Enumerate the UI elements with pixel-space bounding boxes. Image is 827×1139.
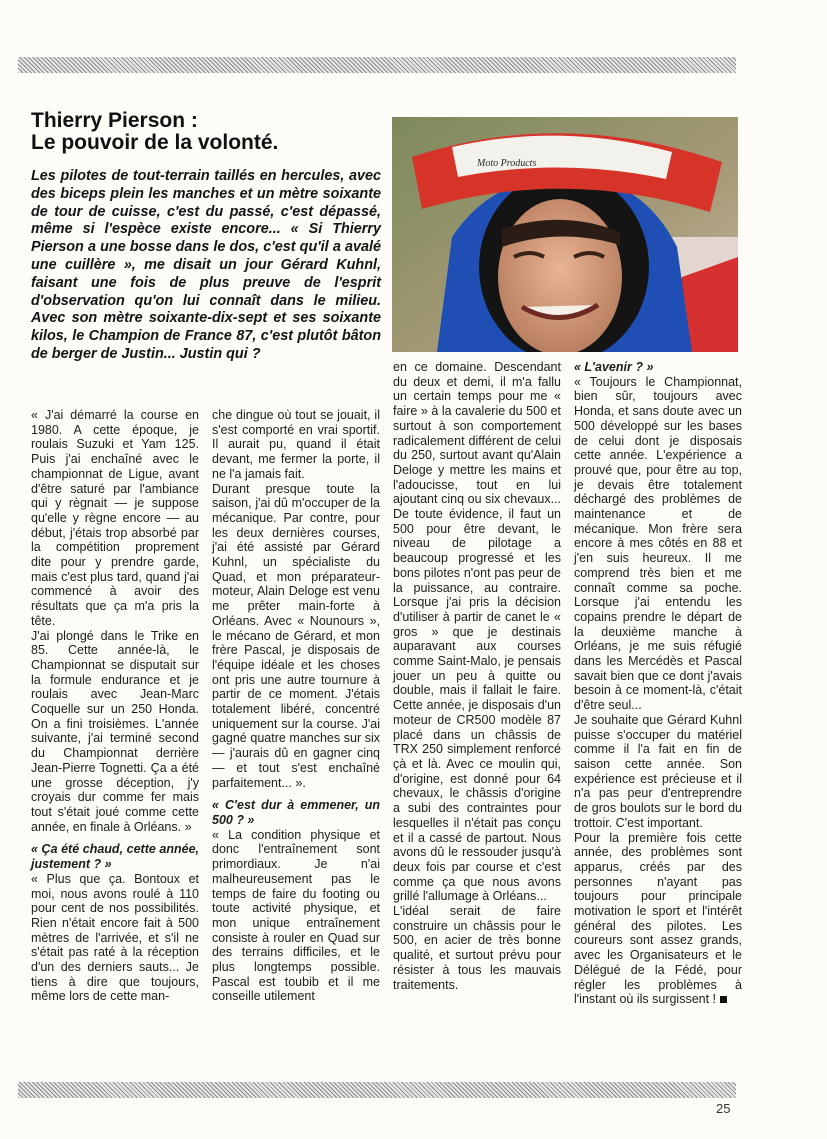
col4-paragraph-2: Je souhaite que Gérard Kuhnl puisse s'occuper du matériel comme il l'a fait en fin de saison cette année. Son expérience est précieuse et il n'a pas peur d'entreprendre de gros boulots sur le bord du trottoir. C'est important. (574, 712, 742, 830)
col3-paragraph-1: en ce domaine. Descendant du deux et demi, il m'a fallu un certain temps pour me « faire » à la cavalerie du 500 et surtout à son comportement radicalement différent de celui du 250, surtout avant qu'Alain Deloge y mettre les mains et l'adoucisse, tout en lui ajoutant cinq ou six chevaux... De toute évidence, il faut un 500 pour être devant, le niveau de pilotage a beaucoup progressé et les bons pilotes n'ont pas peur de la puissance, au contraire. Lorsque j'ai pris la décision d'utiliser à partir de canet le « gros » que je destinais auparavant aux courses comme Saint-Malo, je pensais jouer un peu à quitte ou double, mais il fallait le faire. Cette année, je disposais d'un moteur de CR500 modèle 87 placé dans un châssis de TRX 250 simplement renforcé çà et là. Avec ce moulin qui, d'origine, est donné pour 64 chevaux, le châssis d'origine a subi des contraintes pour lesquelles il n'était pas conçu et il a cassé de partout. Nous avons dû le ressouder jusqu'à deux fois par course et c'est comme ça que nous avons grillé l'allumage à Orléans... (393, 360, 561, 904)
col2-subheading: « C'est dur à emmener, un 500 ? » (212, 798, 380, 827)
column-4 (574, 360, 742, 1007)
intro-paragraph: Les pilotes de tout-terrain taillés en hercules, avec des biceps plein les manches et un mètre soixante de tour de cuisse, c'est du passé, c'est dépassé, même si l'espèce existe encore... « Si Thierry Pierson a une bosse dans le dos, c'est qu'il a avalé une cuillère », me disait un jour Gérard Kuhnl, faisant une fois de plus preuve de l'esprit d'observation qu'on lui connaît dans le milieu. Avec son mètre soixante-dix-sept et ses soixante kilos, le Champion de France 87, c'est plutôt bâton de berger de Justin... Justin qui ? (31, 168, 381, 362)
title-line-1: Thierry Pierson : (31, 109, 198, 132)
col2-paragraph-1: che dingue où tout se jouait, il s'est comporté en vrai sportif. Il aurait pu, quand il était devant, me fermer la porte, il ne l'a jamais fait. (212, 408, 380, 481)
helmet-logo-text: Moto Products (477, 158, 537, 169)
col1-paragraph-3: « Plus que ça. Bontoux et moi, nous avons roulé à 110 pour cent de nos possibilités. Rien n'était encore fait à 500 mètres de l'arrivée, et s'il ne s'était pas raté à la réception d'un des derniers sauts... Je tiens à dire que toujours, même lors de cette man- (31, 871, 199, 1004)
col1-subheading: « Ça été chaud, cette année, justement ? » (31, 842, 199, 872)
rider-helmet-photo (392, 117, 738, 352)
col4-paragraph-3-text: Pour la première fois cette année, des problèmes sont apparus, créés par des personnes n'ayant pas toujours pour principale motivation le sport et l'intérêt général des pilotes. Les coureurs sont assez grands, avec les Organisateurs et le Délégué de la Fédé, pour régler les problèmes à l'instant où ils surgissent ! (574, 830, 742, 1007)
column-2 (212, 408, 380, 1004)
col3-paragraph-2: L'idéal serait de faire construire un châssis pour le 500, en acier de très bonne qualité, et surtout prévu pour résister à tous les mauvais traitements. (393, 904, 561, 992)
col2-paragraph-3: « La condition physique et donc l'entraînement sont primordiaux. Je n'ai malheureusement pas le temps de faire du footing ou toute activité physique, et mon unique entraînement consiste à rouler en Quad sur des terrains difficiles, et le plus longtemps possible. Pascal est toubib et il me conseille utilement (212, 827, 380, 1004)
page-number: 25 (716, 1101, 731, 1116)
bottom-pattern-band (18, 1082, 736, 1098)
col4-paragraph-1: « Toujours le Championnat, bien sûr, toujours avec Honda, et sans doute avec un 500 développé sur les bases de celui dont je disposais cette année. L'expérience a prouvé que, pour être au top, je devais être totalement déchargé des problèmes de maintenance et de mécanique. Mon frère sera encore à mes côtés en 88 et j'en suis heureux. Il me comprend très bien et me connaît comme sa poche. Lorsque j'ai entendu les copains prendre le départ de la deuxième manche à Orléans, je me suis réfugié dans les Mercédès et Pascal savait bien que ce dont j'avais besoin à ce moment-là, c'était d'être seul... (574, 374, 742, 713)
photo-illustration (392, 117, 738, 352)
col4-paragraph-3 (574, 831, 742, 1007)
end-of-article-mark (720, 996, 727, 1003)
top-pattern-band (18, 57, 736, 73)
column-3 (393, 360, 561, 992)
column-1 (31, 408, 199, 1004)
col4-subheading: « L'avenir ? » (574, 360, 654, 374)
article-title (31, 110, 371, 154)
title-line-2: Le pouvoir de la volonté. (31, 131, 279, 154)
col1-paragraph-2: J'ai plongé dans le Trike en 85. Cette année-là, le Championnat se disputait sur la formule endurance et je roulais avec Jean-Marc Coquelle sur un 250 Honda. On a fini troisièmes. L'année suivante, j'ai terminé second du Championnat derrière Jean-Pierre Tognetti. Ça a été une grosse déception, j'y croyais dur comme fer mais tout s'était joué comme cette année, en finale à Orléans. » (31, 628, 199, 834)
col1-paragraph-1: « J'ai démarré la course en 1980. A cette époque, je roulais Suzuki et Yam 125. Puis j'ai enchaîné avec le championnat de Ligue, avant d'être saturé par l'ambiance qui y règnait — je suppose qu'elle y règne encore — au début, j'étais trop absorbé par la compétition proprement dite pour y prendre garde, mais c'est plus tard, quand j'ai commencé à avoir des résultats que ça m'a pris la tête. (31, 408, 199, 628)
col2-paragraph-2: Durant presque toute la saison, j'ai dû m'occuper de la mécanique. Par contre, pour les deux dernières courses, j'ai été assisté par Gérard Kuhnl, un spécialiste du Quad, et mon préparateur-moteur, Alain Deloge est venu me prêter main-forte à Orléans. Avec « Nounours », le mécano de Gérard, et mon frère Pascal, je disposais de l'équipe idéale et les choses ont pris une autre tournure à partir de ce moment. J'étais totalement libéré, concentré uniquement sur la course. J'ai gagné quatre manches sur six — j'aurais dû en gagner cinq — et tout s'est enchaîné parfaitement... ». (212, 481, 380, 790)
